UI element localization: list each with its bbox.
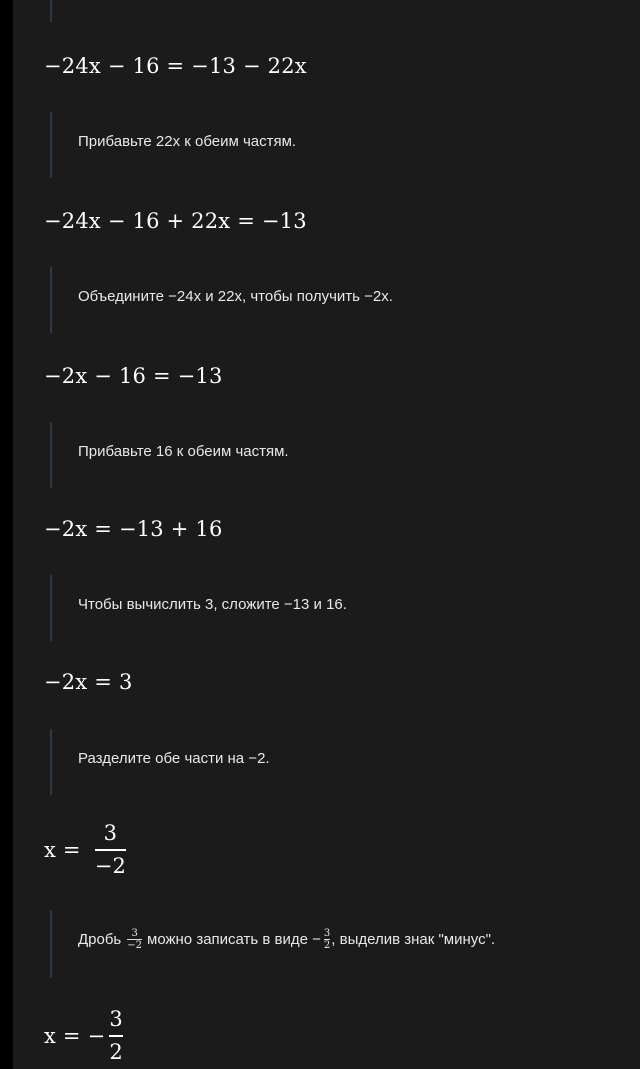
equation-line: −2x = 3 (44, 670, 133, 694)
equation-line: −2x = −13 + 16 (44, 517, 223, 541)
note-suffix: , выделив знак "минус". (331, 931, 496, 948)
step-divider (50, 422, 52, 488)
step-divider (50, 112, 52, 178)
fraction (324, 928, 330, 951)
equation-line: −24x − 16 + 22x = −13 (44, 209, 307, 233)
fraction-numerator: 3 (103, 821, 118, 845)
fraction (127, 928, 142, 951)
equation-line: −2x − 16 = −13 (44, 364, 223, 388)
fraction-numerator: 3 (109, 1007, 123, 1031)
equation-line (44, 1008, 123, 1064)
step-divider (50, 267, 52, 333)
step-explanation: Чтобы вычислить 3, сложите −13 и 16. (78, 596, 347, 613)
step-explanation: Разделите обе части на −2. (78, 750, 270, 767)
fraction-denominator: −2 (127, 940, 142, 951)
step-divider (50, 575, 52, 641)
equation-line: −24x − 16 = −13 − 22x (44, 54, 307, 78)
step-divider (50, 0, 52, 22)
fraction-bar (109, 1035, 123, 1037)
step-explanation: Прибавьте 16 к обеим частям. (78, 443, 289, 460)
note-middle: можно записать в виде − (147, 931, 321, 948)
fraction (95, 822, 126, 878)
fraction-numerator: 3 (323, 928, 331, 939)
fraction-denominator: 2 (109, 1039, 123, 1064)
step-divider (50, 729, 52, 795)
equation-lhs: x = (44, 837, 81, 862)
step-explanation: Прибавьте 22x к обеим частям. (78, 133, 297, 150)
fraction (109, 1008, 123, 1064)
step-divider (50, 910, 52, 978)
fraction-bar (95, 849, 126, 851)
fraction-denominator: −2 (94, 853, 127, 878)
equation-lhs: x = − (44, 1023, 106, 1048)
fraction-numerator: 3 (131, 928, 138, 939)
fraction-denominator: 2 (323, 940, 331, 951)
equation-line (44, 822, 126, 878)
step-explanation (78, 928, 495, 951)
step-explanation: Объедините −24x и 22x, чтобы получить −2x. (78, 288, 393, 305)
note-prefix: Дробь (78, 931, 122, 948)
